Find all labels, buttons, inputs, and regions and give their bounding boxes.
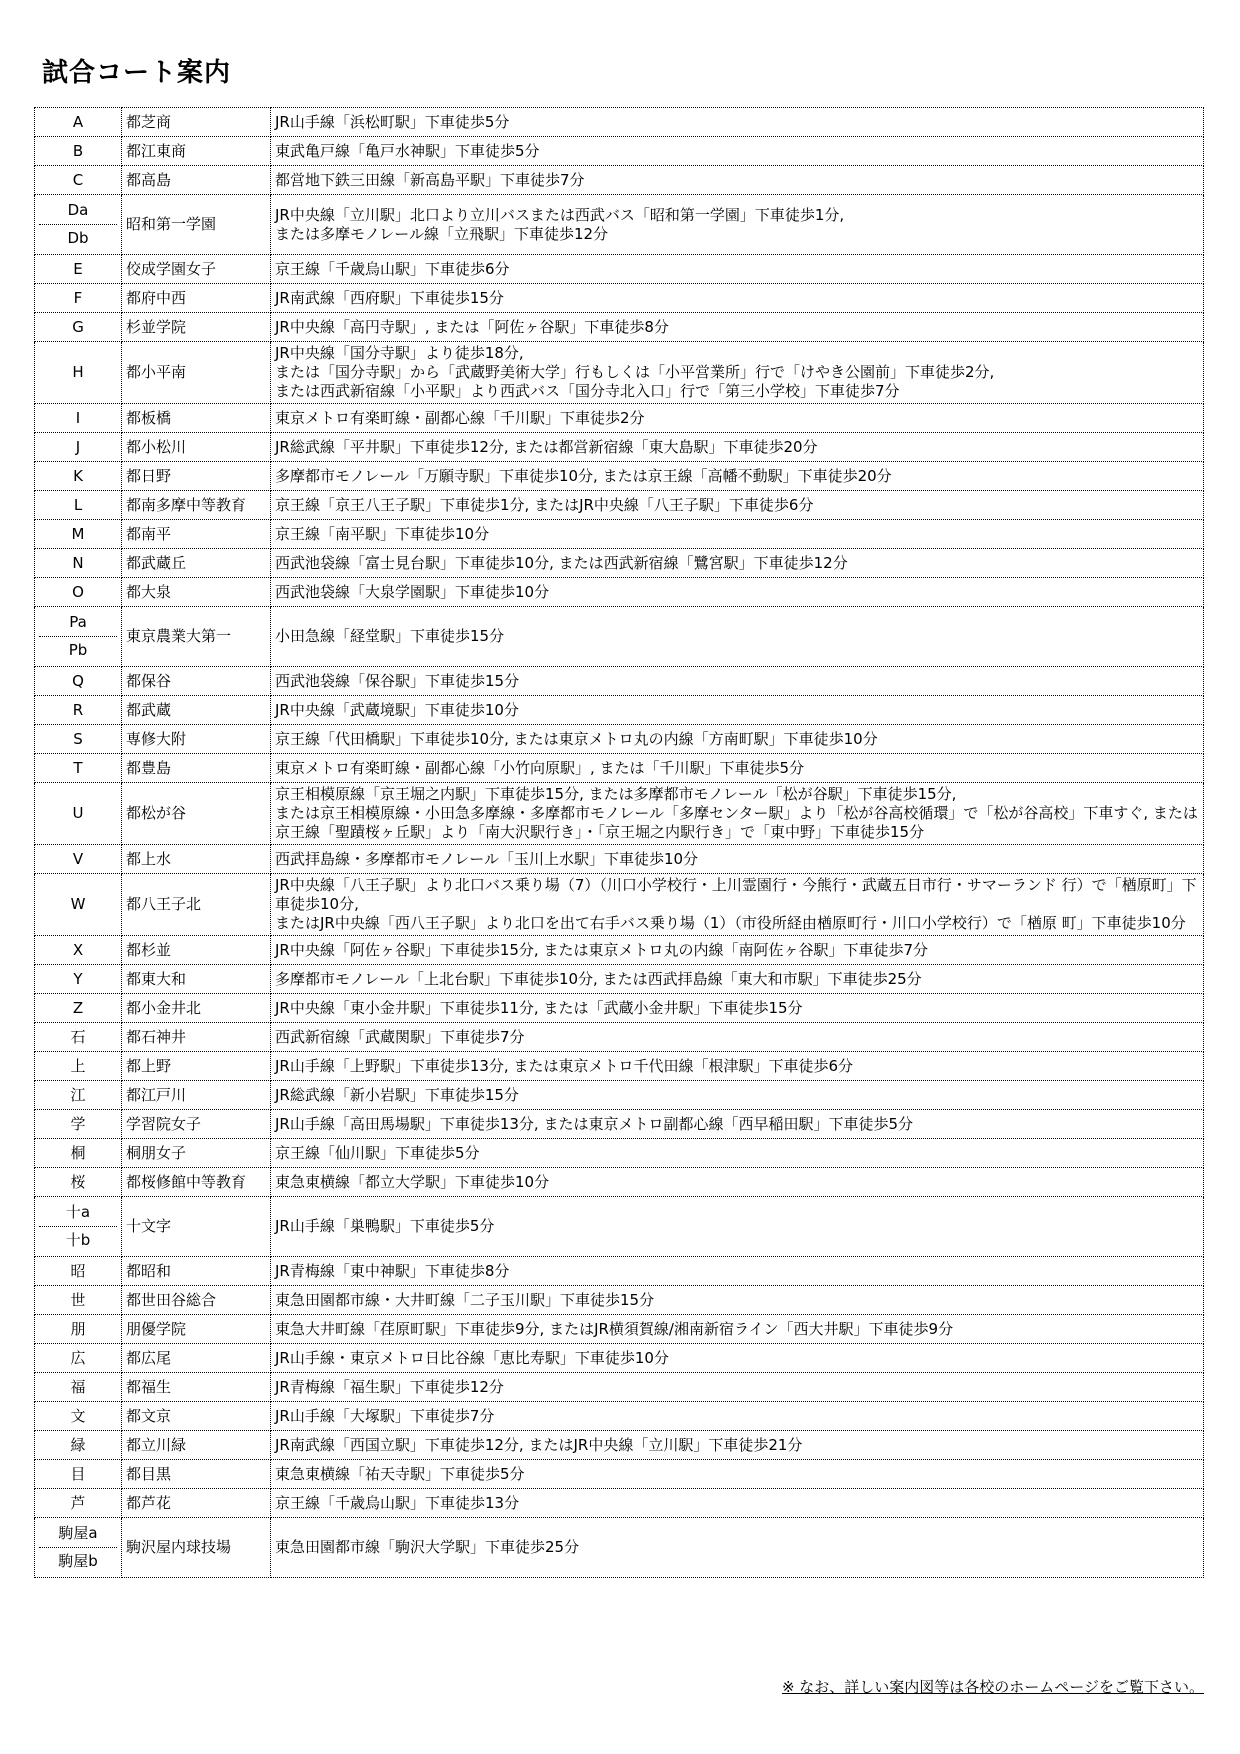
access-line: JR山手線「上野駅」下車徒歩13分, または東京メトロ千代田線「根津駅」下車徒歩6分 [275, 1056, 854, 1075]
school-name: 都文京 [122, 1402, 271, 1431]
access-line: JR山手線「高田馬場駅」下車徒歩13分, または東京メトロ副都心線「西早稲田駅」下車徒歩5分 [275, 1114, 914, 1133]
table-row [35, 994, 1204, 1023]
school-name: 昭和第一学園 [122, 195, 271, 255]
court-code: 駒屋a [58, 1524, 98, 1542]
court-code: S [73, 729, 83, 748]
access-info [271, 549, 1204, 578]
court-code: 芦 [70, 1493, 86, 1512]
access-info [271, 965, 1204, 994]
access-info [271, 845, 1204, 874]
court-code-cell [35, 1431, 122, 1460]
court-code-cell [35, 1052, 122, 1081]
court-code-cell [35, 1402, 122, 1431]
school-name: 都板橋 [122, 404, 271, 433]
table-row [35, 725, 1204, 754]
court-code: O [72, 582, 84, 601]
court-code: 昭 [70, 1261, 86, 1280]
court-code: L [73, 495, 83, 514]
court-code-cell [35, 549, 122, 578]
court-code: 文 [70, 1406, 86, 1425]
access-line: JR山手線「浜松町駅」下車徒歩5分 [275, 112, 510, 131]
access-line: JR中央線「阿佐ヶ谷駅」下車徒歩15分, または東京メトロ丸の内線「南阿佐ヶ谷駅」下車徒歩7分 [275, 940, 929, 959]
table-row [35, 1139, 1204, 1168]
court-code: U [72, 804, 84, 822]
access-line: JR総武線「新小岩駅」下車徒歩15分 [275, 1085, 519, 1104]
table-row [35, 166, 1204, 195]
school-name: 都日野 [122, 462, 271, 491]
school-name: 都江東商 [122, 137, 271, 166]
table-row [35, 549, 1204, 578]
court-code-cell [35, 754, 122, 783]
access-line: JR山手線「大塚駅」下車徒歩7分 [275, 1406, 495, 1425]
school-name: 都大泉 [122, 578, 271, 607]
access-info [271, 1373, 1204, 1402]
table-row [35, 313, 1204, 342]
court-code-cell [35, 313, 122, 342]
school-name: 都高島 [122, 166, 271, 195]
table-row [35, 491, 1204, 520]
table-row [35, 1489, 1204, 1518]
table-row [35, 1197, 1204, 1257]
school-name: 都上野 [122, 1052, 271, 1081]
table-row [35, 342, 1204, 404]
table-row [35, 1052, 1204, 1081]
access-info [271, 994, 1204, 1023]
court-code-cell [35, 994, 122, 1023]
table-row [35, 1344, 1204, 1373]
court-code: 十b [39, 1226, 117, 1254]
access-line: 京王線「仙川駅」下車徒歩5分 [275, 1143, 480, 1162]
access-info [271, 108, 1204, 137]
access-info [271, 462, 1204, 491]
school-name: 都小金井北 [122, 994, 271, 1023]
access-info [271, 1052, 1204, 1081]
school-name: 都小松川 [122, 433, 271, 462]
access-info [271, 433, 1204, 462]
table-row [35, 1518, 1204, 1578]
school-name: 都南多摩中等教育 [122, 491, 271, 520]
table-row [35, 936, 1204, 965]
court-code: 上 [70, 1056, 86, 1075]
access-line: JR中央線「武蔵境駅」下車徒歩10分 [275, 700, 519, 719]
access-line: JR山手線「巣鴨駅」下車徒歩5分 [275, 1217, 495, 1235]
access-line: 京王線「千歳烏山駅」下車徒歩6分 [275, 259, 510, 278]
access-info [271, 1257, 1204, 1286]
court-table [34, 107, 1204, 1578]
court-code-cell [35, 725, 122, 754]
access-info [271, 166, 1204, 195]
court-code: R [72, 700, 84, 719]
court-code: I [75, 408, 81, 427]
school-name: 杉並学院 [122, 313, 271, 342]
table-row [35, 965, 1204, 994]
school-name: 桐朋女子 [122, 1139, 271, 1168]
court-code-cell [35, 1257, 122, 1286]
access-info [271, 195, 1204, 255]
court-code-cell [35, 607, 122, 667]
access-line: または西武新宿線「小平駅」より西武バス「国分寺北入口」行で「第三小学校」下車徒歩7分 [275, 382, 900, 400]
table-row [35, 137, 1204, 166]
court-code-cell [35, 1197, 122, 1257]
access-info [271, 313, 1204, 342]
court-code-cell [35, 1286, 122, 1315]
access-info [271, 1139, 1204, 1168]
court-code: T [73, 758, 83, 777]
access-line: JR中央線「八王子駅」より北口バス乗り場（7）（川口小学校行・上川霊園行・今熊行・武蔵五日市行・サマーランド 行）で「楢原町」下車徒歩10分, [275, 876, 1197, 913]
court-code: X [72, 940, 84, 959]
access-info [271, 1489, 1204, 1518]
access-line: 東京メトロ有楽町線・副都心線「千川駅」下車徒歩2分 [275, 408, 645, 427]
table-row [35, 607, 1204, 667]
school-name: 東京農業大第一 [122, 607, 271, 667]
access-line: または多摩モノレール線「立飛駅」下車徒歩12分 [275, 224, 609, 243]
access-line: 東京メトロ有楽町線・副都心線「小竹向原駅」, または「千川駅」下車徒歩5分 [275, 758, 805, 777]
table-row [35, 1315, 1204, 1344]
access-line: JR青梅線「福生駅」下車徒歩12分 [275, 1377, 504, 1396]
school-name: 都福生 [122, 1373, 271, 1402]
school-name: 都武蔵 [122, 696, 271, 725]
access-line: 東急田園都市線・大井町線「二子玉川駅」下車徒歩15分 [275, 1290, 655, 1309]
school-name: 都豊島 [122, 754, 271, 783]
table-row [35, 404, 1204, 433]
access-info [271, 1344, 1204, 1373]
access-info [271, 1110, 1204, 1139]
school-name: 専修大附 [122, 725, 271, 754]
school-name: 都東大和 [122, 965, 271, 994]
court-code-cell [35, 578, 122, 607]
access-line: JR山手線・東京メトロ日比谷線「恵比寿駅」下車徒歩10分 [275, 1348, 669, 1367]
court-code-cell [35, 1110, 122, 1139]
table-row [35, 1286, 1204, 1315]
school-name: 十文字 [122, 1197, 271, 1257]
court-code: 福 [70, 1377, 86, 1396]
court-code: F [73, 288, 83, 307]
court-code-cell [35, 166, 122, 195]
access-info [271, 936, 1204, 965]
access-info [271, 255, 1204, 284]
access-info [271, 1023, 1204, 1052]
access-info [271, 754, 1204, 783]
access-info [271, 1081, 1204, 1110]
school-name: 都世田谷総合 [122, 1286, 271, 1315]
access-line: 西武拝島線・多摩都市モノレール「玉川上水駅」下車徒歩10分 [275, 849, 699, 868]
court-code-cell [35, 783, 122, 845]
access-line: 西武池袋線「大泉学園駅」下車徒歩10分 [275, 582, 550, 601]
access-line: JR総武線「平井駅」下車徒歩12分, または都営新宿線「東大島駅」下車徒歩20分 [275, 437, 818, 456]
access-info [271, 1286, 1204, 1315]
access-line: JR南武線「西国立駅」下車徒歩12分, またはJR中央線「立川駅」下車徒歩21分 [275, 1435, 803, 1454]
court-code: 広 [70, 1348, 86, 1367]
court-code-cell [35, 195, 122, 255]
court-code: 桐 [70, 1143, 86, 1162]
access-info [271, 1402, 1204, 1431]
court-code: J [75, 437, 81, 456]
access-line: 多摩都市モノレール「上北台駅」下車徒歩10分, または西武拝島線「東大和市駅」下車徒歩25分 [275, 969, 922, 988]
table-row [35, 1023, 1204, 1052]
table-row [35, 667, 1204, 696]
court-code: G [72, 317, 84, 336]
court-code: N [72, 553, 84, 572]
access-line: JR中央線「高円寺駅」, または「阿佐ヶ谷駅」下車徒歩8分 [275, 317, 669, 336]
access-line: 多摩都市モノレール「万願寺駅」下車徒歩10分, または京王線「高幡不動駅」下車徒歩20分 [275, 466, 892, 485]
access-info [271, 1431, 1204, 1460]
school-name: 都八王子北 [122, 874, 271, 936]
court-code: W [70, 895, 86, 913]
school-name: 朋優学院 [122, 1315, 271, 1344]
table-row [35, 1460, 1204, 1489]
school-name: 都広尾 [122, 1344, 271, 1373]
table-row [35, 874, 1204, 936]
school-name: 都松が谷 [122, 783, 271, 845]
court-code-split [39, 197, 117, 252]
court-code-cell [35, 1518, 122, 1578]
court-code-cell [35, 462, 122, 491]
court-code: 目 [70, 1464, 86, 1483]
court-code-cell [35, 1168, 122, 1197]
access-line: 西武池袋線「保谷駅」下車徒歩15分 [275, 671, 520, 690]
school-name: 都府中西 [122, 284, 271, 313]
access-info [271, 696, 1204, 725]
access-line: 都営地下鉄三田線「新高島平駅」下車徒歩7分 [275, 170, 585, 189]
school-name: 都南平 [122, 520, 271, 549]
table-row [35, 783, 1204, 845]
table-row [35, 1168, 1204, 1197]
court-code-cell [35, 1315, 122, 1344]
table-row [35, 195, 1204, 255]
access-line: 京王線「代田橋駅」下車徒歩10分, または東京メトロ丸の内線「方南町駅」下車徒歩10分 [275, 729, 878, 748]
school-name: 都石神井 [122, 1023, 271, 1052]
court-code-cell [35, 520, 122, 549]
school-name: 都江戸川 [122, 1081, 271, 1110]
court-code: 朋 [70, 1319, 86, 1338]
table-row [35, 1110, 1204, 1139]
court-code-cell [35, 433, 122, 462]
table-row [35, 845, 1204, 874]
access-info [271, 874, 1204, 936]
access-info [271, 667, 1204, 696]
court-code: 江 [70, 1085, 86, 1104]
court-code-split [39, 609, 117, 664]
access-line: 東急大井町線「荏原町駅」下車徒歩9分, またはJR横須賀線/湘南新宿ライン「西大井駅」下車徒歩9分 [275, 1319, 954, 1338]
court-code: 駒屋b [39, 1547, 117, 1575]
school-name: 都上水 [122, 845, 271, 874]
footnote: ※ なお、詳しい案内図等は各校のホームページをご覧下さい。 [781, 1678, 1204, 1696]
court-table-body [35, 108, 1204, 1578]
court-code: K [73, 466, 83, 485]
court-code-cell [35, 696, 122, 725]
access-line: 東急東横線「祐天寺駅」下車徒歩5分 [275, 1464, 525, 1483]
court-code: 世 [70, 1290, 86, 1309]
court-code: 十a [65, 1203, 91, 1221]
access-info [271, 1460, 1204, 1489]
court-code: A [72, 112, 84, 131]
access-line: JR中央線「東小金井駅」下車徒歩11分, または「武蔵小金井駅」下車徒歩15分 [275, 998, 803, 1017]
school-name: 都芦花 [122, 1489, 271, 1518]
court-code-cell [35, 1460, 122, 1489]
table-row [35, 284, 1204, 313]
access-info [271, 284, 1204, 313]
access-line: または「国分寺駅」から「武蔵野美術大学」行もしくは「小平営業所」行で「けやき公園前」下車徒歩2分, [275, 363, 995, 381]
court-code-cell [35, 667, 122, 696]
table-row [35, 578, 1204, 607]
school-name: 駒沢屋内球技場 [122, 1518, 271, 1578]
court-code-cell [35, 1139, 122, 1168]
court-code: Q [72, 671, 84, 690]
school-name: 都保谷 [122, 667, 271, 696]
court-code-cell [35, 108, 122, 137]
court-code-cell [35, 404, 122, 433]
school-name: 都立川緑 [122, 1431, 271, 1460]
access-line: 京王線「南平駅」下車徒歩10分 [275, 524, 490, 543]
table-row [35, 520, 1204, 549]
court-code: Db [39, 224, 117, 252]
court-code-cell [35, 491, 122, 520]
access-info [271, 404, 1204, 433]
access-info [271, 578, 1204, 607]
access-line: 西武池袋線「富士見台駅」下車徒歩10分, または西武新宿線「鷺宮駅」下車徒歩12分 [275, 553, 848, 572]
court-code-cell [35, 342, 122, 404]
school-name: 佼成学園女子 [122, 255, 271, 284]
court-code-cell [35, 284, 122, 313]
access-info [271, 607, 1204, 667]
court-code: Pb [39, 636, 117, 664]
court-code-cell [35, 874, 122, 936]
access-info [271, 725, 1204, 754]
court-code-cell [35, 936, 122, 965]
access-line: 東急東横線「都立大学駅」下車徒歩10分 [275, 1172, 550, 1191]
court-code-split [39, 1199, 117, 1254]
access-line: JR中央線「国分寺駅」より徒歩18分, [275, 344, 524, 362]
school-name: 都杉並 [122, 936, 271, 965]
court-code: Pa [69, 613, 87, 631]
table-row [35, 754, 1204, 783]
access-info [271, 137, 1204, 166]
access-line: 小田急線「経堂駅」下車徒歩15分 [275, 627, 505, 645]
court-code: H [72, 363, 84, 381]
school-name: 都昭和 [122, 1257, 271, 1286]
access-line: 京王相模原線「京王堀之内駅」下車徒歩15分, または多摩都市モノレール「松が谷駅」下車徒歩15分, [275, 785, 957, 803]
access-info [271, 783, 1204, 845]
table-row [35, 1257, 1204, 1286]
court-code: 桜 [70, 1172, 86, 1191]
school-name: 都小平南 [122, 342, 271, 404]
access-line: 京王線「千歳烏山駅」下車徒歩13分 [275, 1493, 520, 1512]
court-code: Da [67, 201, 89, 219]
court-code: V [72, 849, 84, 868]
court-code-cell [35, 1344, 122, 1373]
access-line: 東武亀戸線「亀戸水神駅」下車徒歩5分 [275, 141, 540, 160]
access-line: またはJR中央線「西八王子駅」より北口を出て右手バス乗り場（1）（市役所経由楢原町行・川口小学校行）で「楢原 町」下車徒歩10分 [275, 914, 1186, 932]
access-line: 京王線「京王八王子駅」下車徒歩1分, またはJR中央線「八王子駅」下車徒歩6分 [275, 495, 814, 514]
court-code-cell [35, 1373, 122, 1402]
court-code-split [39, 1520, 117, 1575]
access-info [271, 1518, 1204, 1578]
school-name: 都芝商 [122, 108, 271, 137]
access-info [271, 1315, 1204, 1344]
school-name: 学習院女子 [122, 1110, 271, 1139]
court-code: 緑 [70, 1435, 86, 1454]
access-info [271, 342, 1204, 404]
court-code-cell [35, 845, 122, 874]
table-row [35, 255, 1204, 284]
access-line: JR中央線「立川駅」北口より立川バスまたは西武バス「昭和第一学園」下車徒歩1分, [275, 205, 845, 224]
court-code: Y [73, 969, 83, 988]
access-line: 東急田園都市線「駒沢大学駅」下車徒歩25分 [275, 1538, 580, 1556]
table-row [35, 696, 1204, 725]
court-code: Z [72, 998, 84, 1017]
access-line: JR南武線「西府駅」下車徒歩15分 [275, 288, 504, 307]
court-code: 石 [70, 1027, 86, 1046]
court-code-cell [35, 1081, 122, 1110]
court-code: B [72, 141, 84, 160]
court-code-cell [35, 1023, 122, 1052]
access-info [271, 491, 1204, 520]
table-row [35, 462, 1204, 491]
access-line: または京王相模原線・小田急多摩線・多摩都市モノレール「多摩センター駅」より「松が谷高校循環」で「松が谷高校」下車すぐ, または京王線「聖蹟桜ヶ丘駅」より「南大沢駅行き」・「京王堀之内駅行き」で「東中野」下車徒歩15分 [275, 804, 1198, 841]
access-info [271, 1197, 1204, 1257]
table-row [35, 1431, 1204, 1460]
court-code: E [73, 259, 83, 278]
table-row [35, 1373, 1204, 1402]
access-info [271, 1168, 1204, 1197]
court-code: C [72, 170, 84, 189]
court-code-cell [35, 255, 122, 284]
school-name: 都桜修館中等教育 [122, 1168, 271, 1197]
access-info [271, 520, 1204, 549]
court-code: M [71, 524, 85, 543]
table-row [35, 1081, 1204, 1110]
page-title: 試合コート案内 [42, 58, 232, 88]
school-name: 都武蔵丘 [122, 549, 271, 578]
access-line: JR青梅線「東中神駅」下車徒歩8分 [275, 1261, 510, 1280]
court-code-cell [35, 1489, 122, 1518]
court-code-cell [35, 965, 122, 994]
school-name: 都目黒 [122, 1460, 271, 1489]
table-row [35, 1402, 1204, 1431]
table-row [35, 108, 1204, 137]
access-line: 西武新宿線「武蔵関駅」下車徒歩7分 [275, 1027, 525, 1046]
table-row [35, 433, 1204, 462]
court-code: 学 [70, 1114, 86, 1133]
court-code-cell [35, 137, 122, 166]
